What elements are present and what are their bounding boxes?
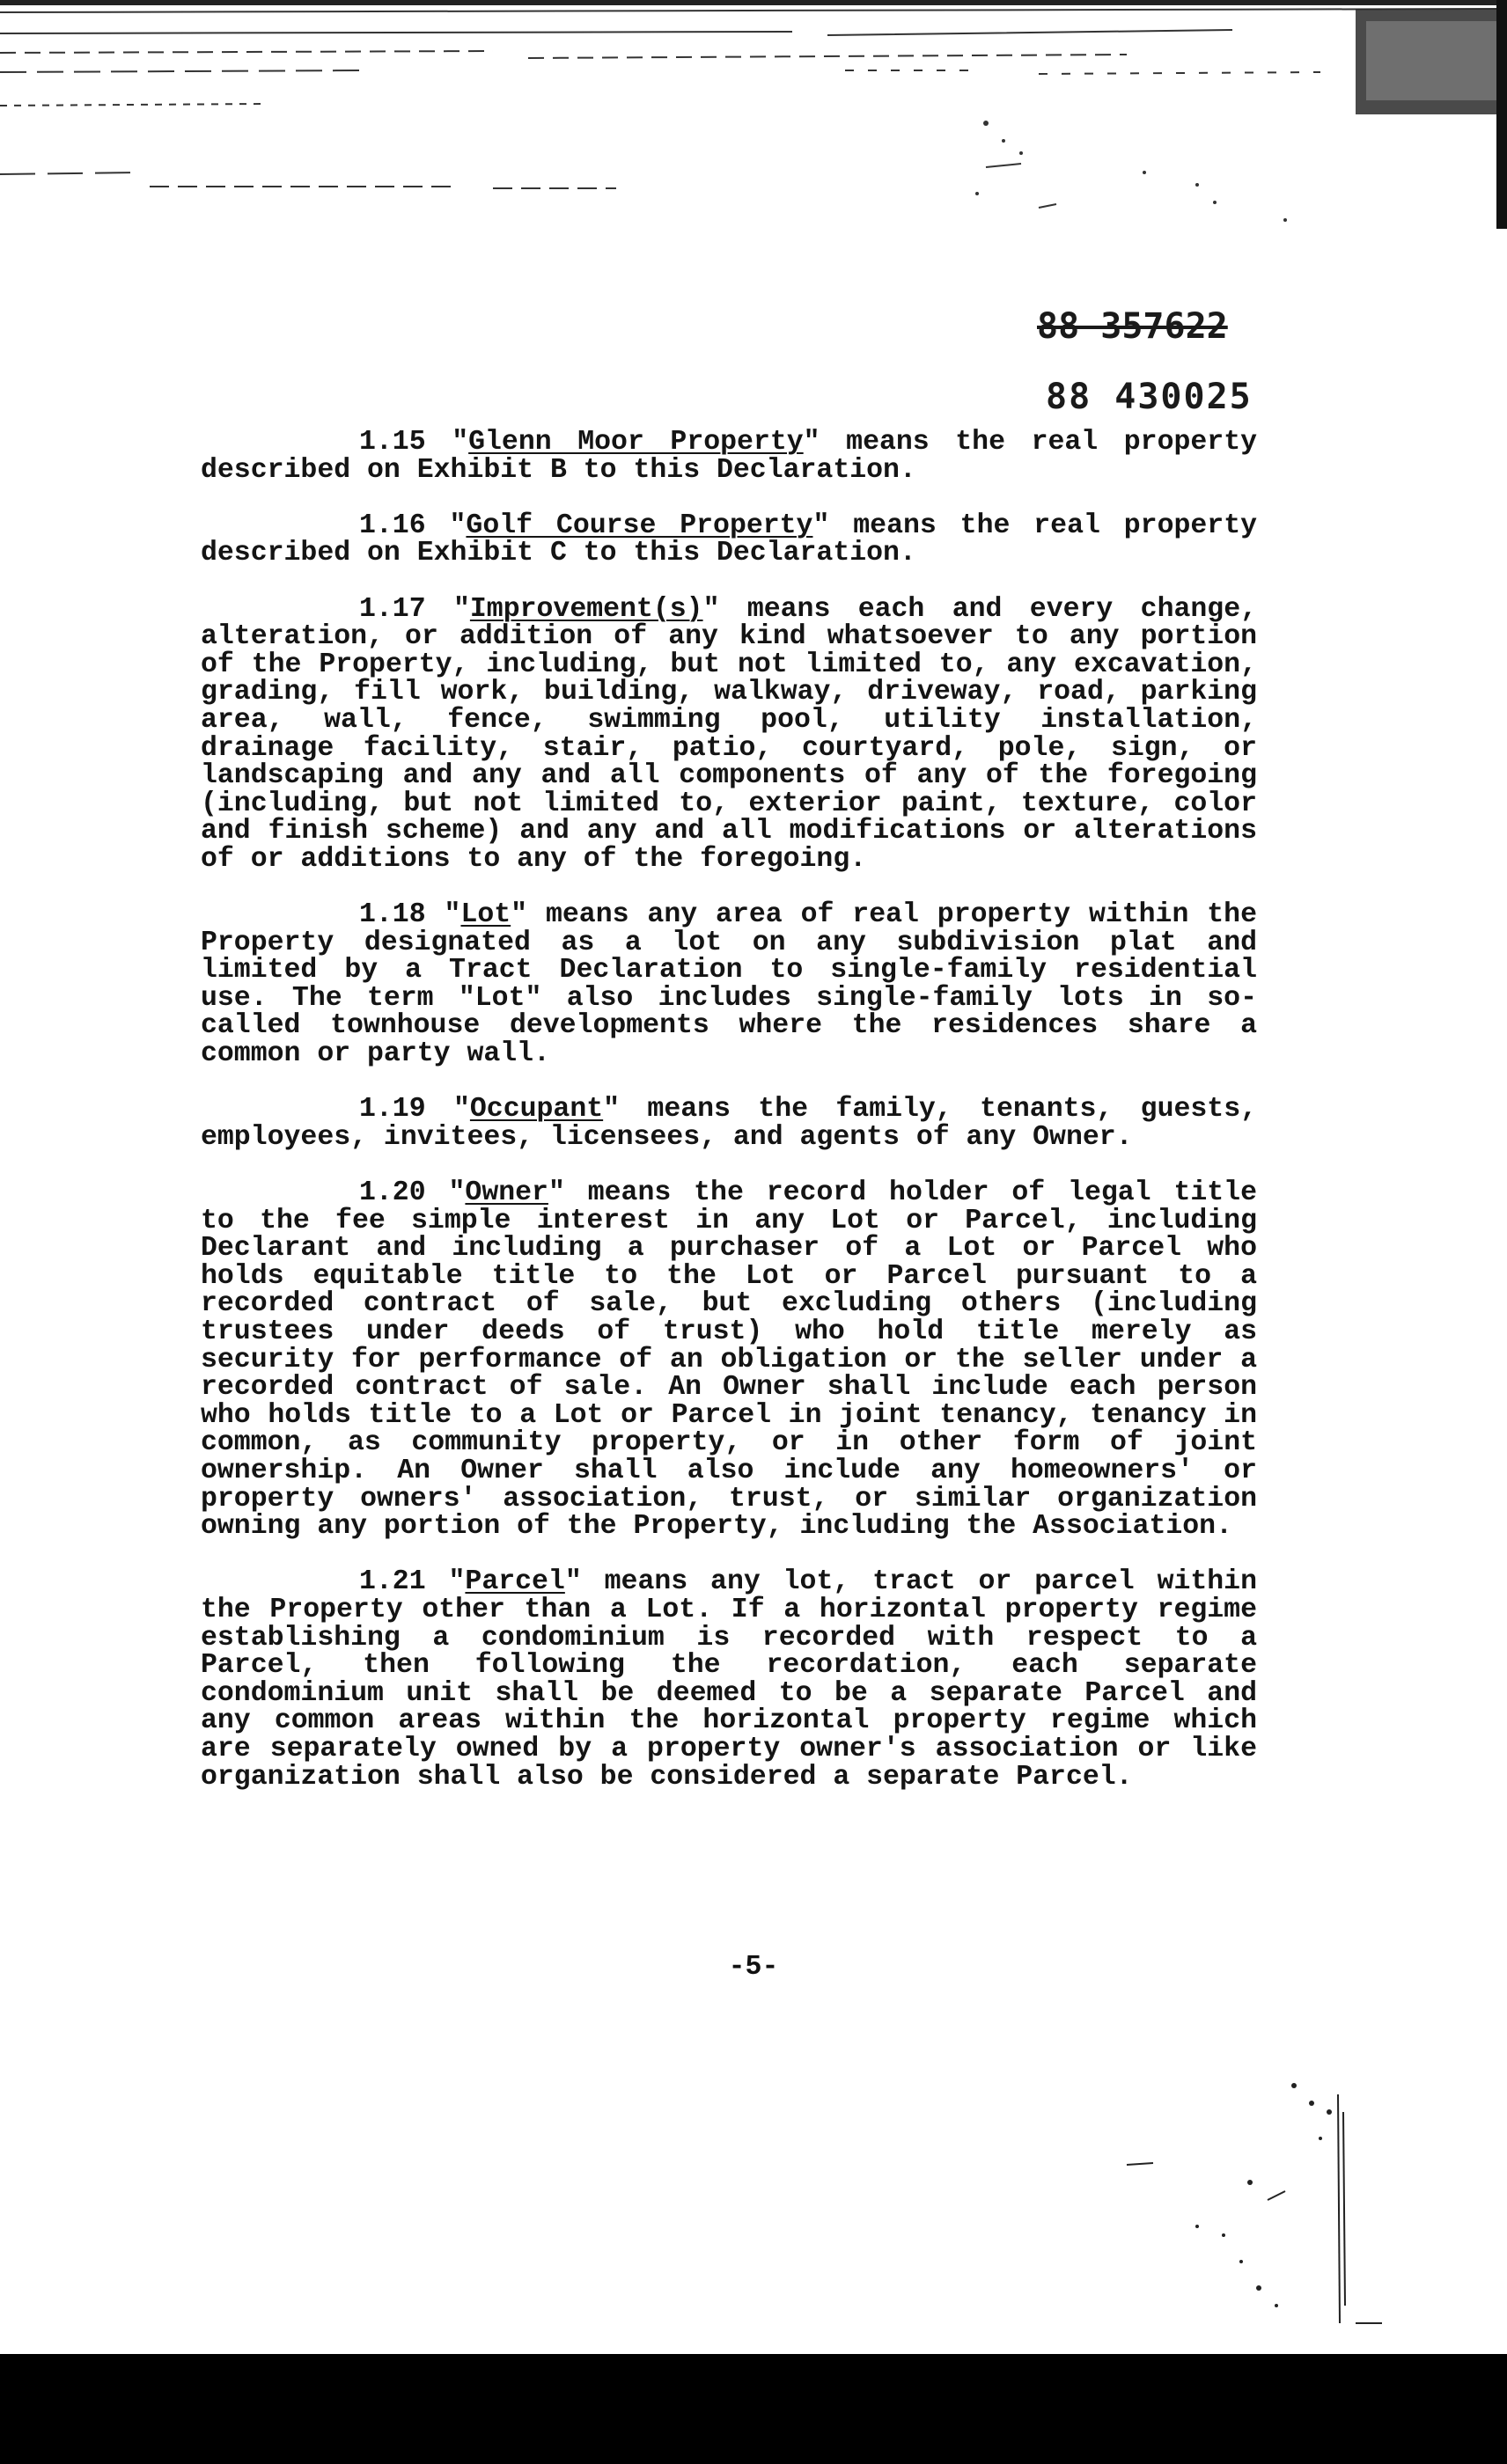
section-number: 1.21 <box>359 1566 426 1598</box>
scan-border-bottom <box>0 2354 1507 2464</box>
definition-text: " means the real property described on Exhibit B to this Declaration. <box>201 427 1257 486</box>
section-number: 1.20 <box>359 1177 426 1209</box>
definition-1-17: 1.17 "Improvement(s)" means each and every change, alteration, or addition of any kind whatsoever to any portion of the Property, including, but not limited to, any excavation, grading, fill work, building, walkway, driveway, road, parking area, wall, fence, swimming pool, utility installation, drainage facility, stair, patio, courtyard, pole, sign, or landscaping and any and all components of any of the foregoing (including, but not limited to, exterior paint, texture, color and finish scheme) and any and all modifications or alterations of or additions to any of the foregoing. <box>201 593 1257 875</box>
definition-text: " means any lot, tract or parcel within the Property other than a Lot. If a horizontal property regime establishing a condominium is recorded with respect to a Parcel, then following the recordation, each separate condominium unit shall be deemed to be a separate Parcel and any common areas within the horizontal property regime which are separately owned by a property owner's association or like organization shall also be considered a separate Parcel. <box>201 1566 1257 1793</box>
definition-1-19: 1.19 "Occupant" means the family, tenants, guests, employees, invitees, licensees, and agents of any Owner. <box>201 1094 1257 1153</box>
scan-noise-top <box>0 0 1507 229</box>
defined-term: Glenn Moor Property <box>468 427 804 458</box>
definition-1-20: 1.20 "Owner" means the record holder of legal title to the fee simple interest in any Lot or Parcel, including Declarant and including a purchaser of a Lot or Parcel who holds equitable title to the Lot or Parcel pursuant to a recorded contract of sale, but excluding others (including trustees under deeds of trust) who hold title merely as security for performance of an obligation or the seller under a recorded contract of sale. An Owner shall include each person who holds title to a Lot or Parcel in joint tenancy, tenancy in common, as community property, or in other form of joint ownership. An Owner shall also include any homeowners' or property owners' association, trust, or similar organization owning any portion of the Property, including the Association. <box>201 1177 1257 1543</box>
defined-term: Occupant <box>469 1094 604 1126</box>
definition-text: " means each and every change, alteration, or addition of any kind whatsoever to any portion of the Property, including, but not limited to, any excavation, grading, fill work, building, walkway, driveway, road, parking area, wall, fence, swimming pool, utility installation, drainage facility, stair, patio, courtyard, pole, sign, or landscaping and any and all components of any of the foregoing (including, but not limited to, exterior paint, texture, color and finish scheme) and any and all modifications or alterations of or additions to any of the foregoing. <box>201 593 1257 875</box>
defined-term: Golf Course Property <box>466 510 813 541</box>
defined-term: Improvement(s) <box>469 593 703 625</box>
recording-number-old: 88 357622 <box>1037 306 1228 347</box>
defined-term: Owner <box>465 1177 548 1209</box>
page-number: -5- <box>728 1952 779 1983</box>
section-number: 1.18 <box>359 899 426 931</box>
definition-1-21: 1.21 "Parcel" means any lot, tract or parcel within the Property other than a Lot. If a horizontal property regime establishing a condominium is recorded with respect to a Parcel, then following the recordation, each separate condominium unit shall be deemed to be a separate Parcel and any common areas within the horizontal property regime which are separately owned by a property owner's association or like organization shall also be considered a separate Parcel. <box>201 1566 1257 1793</box>
recording-number: 88 430025 <box>1046 377 1253 417</box>
definition-text: " means any area of real property within the Property designated as a lot on any subdivision plat and limited by a Tract Declaration to single-family residential use. The term "Lot" also includes single-family lots in so-called townhouse developments where the residences share a common or party wall. <box>201 899 1257 1070</box>
definition-text: " means the record holder of legal title to the fee simple interest in any Lot or Parcel, including Declarant and including a purchaser of a Lot or Parcel who holds equitable title to the Lot or Parcel pursuant to a recorded contract of sale, but excluding others (including trustees under deeds of trust) who hold title merely as security for performance of an obligation or the seller under a recorded contract of sale. An Owner shall include each person who holds title to a Lot or Parcel in joint tenancy, tenancy in common, as community property, or in other form of joint ownership. An Owner shall also include any homeowners' or property owners' association, trust, or similar organization owning any portion of the Property, including the Association. <box>201 1177 1257 1543</box>
definition-text: " means the real property described on Exhibit C to this Declaration. <box>201 510 1258 569</box>
defined-term: Lot <box>460 899 511 931</box>
scan-marks-bottom <box>1092 2059 1391 2341</box>
section-number: 1.17 <box>359 593 426 625</box>
section-number: 1.19 <box>359 1094 426 1126</box>
definitions-section <box>201 429 1257 1819</box>
definition-1-18: 1.18 "Lot" means any area of real property within the Property designated as a lot on any subdivision plat and limited by a Tract Declaration to single-family residential use. The term "Lot" also includes single-family lots in so-called townhouse developments where the residences share a common or party wall. <box>201 899 1257 1070</box>
section-number: 1.15 <box>359 427 426 458</box>
definition-text: " means the family, tenants, guests, employees, invitees, licensees, and agents of any Owner. <box>201 1094 1257 1153</box>
definition-1-15: 1.15 "Glenn Moor Property" means the real property described on Exhibit B to this Declaration. <box>201 427 1257 486</box>
section-number: 1.16 <box>359 510 426 541</box>
definition-1-16: 1.16 "Golf Course Property" means the real property described on Exhibit C to this Declaration. <box>201 510 1258 569</box>
defined-term: Parcel <box>465 1566 565 1598</box>
